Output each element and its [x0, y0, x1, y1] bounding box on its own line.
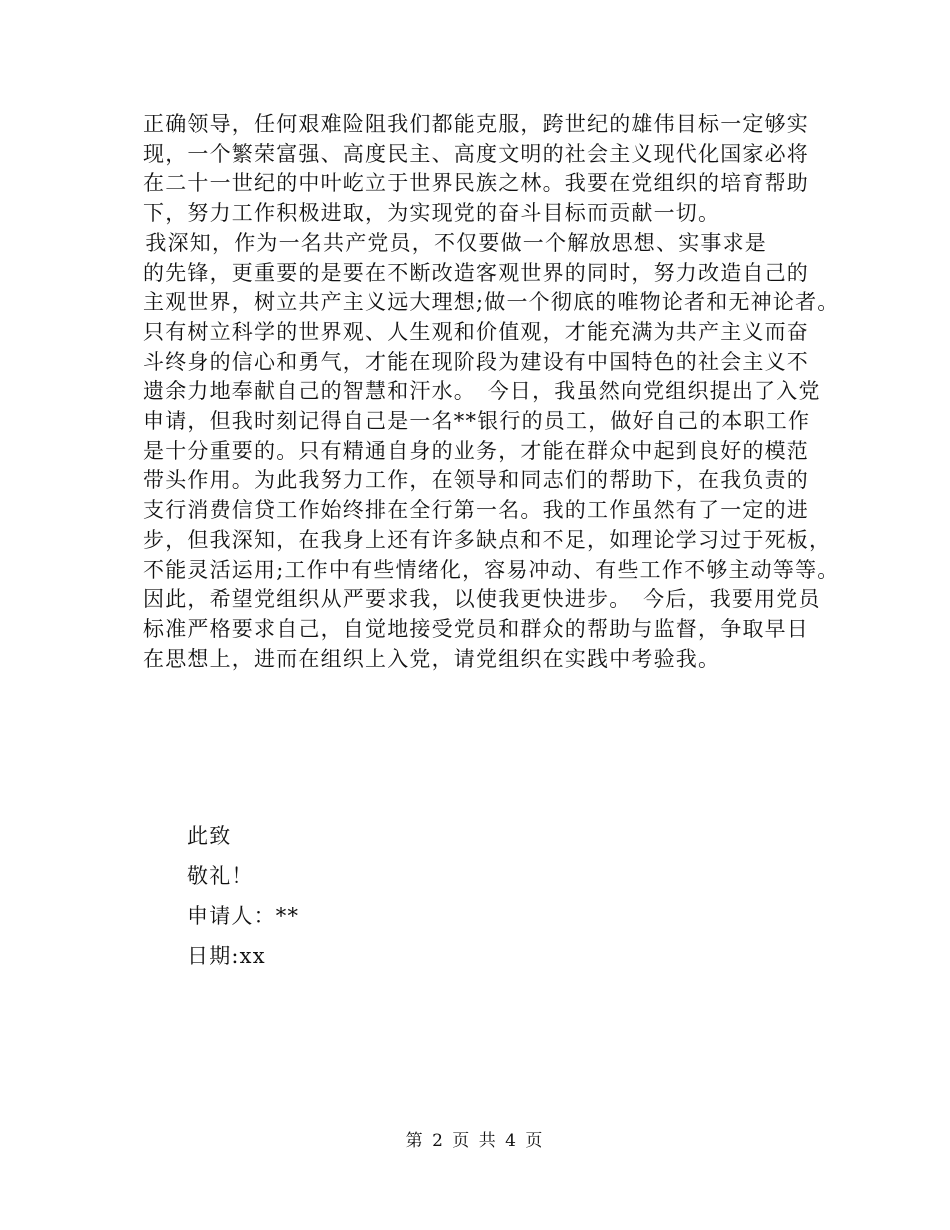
text-line: 是十分重要的。只有精通自身的业务，才能在群众中起到良好的模范 — [143, 438, 809, 463]
applicant-signature: 申请人：** — [187, 904, 300, 928]
text-line: 不能灵活运用;工作中有些情绪化，容易冲动、有些工作不够主动等等。 — [143, 557, 840, 582]
text-line: 的先锋，更重要的是要在不断改造客观世界的同时，努力改造自己的 — [143, 260, 809, 285]
paragraph-2 — [101, 229, 840, 675]
paragraph-1 — [143, 110, 823, 229]
text-line: 我深知，作为一名共产党员，不仅要做一个解放思想、实事求是 — [101, 230, 767, 255]
text-line: 支行消费信贷工作始终排在全行第一名。我的工作虽然有了一定的进 — [143, 498, 809, 523]
text-line: 步，但我深知，在我身上还有许多缺点和不足，如理论学习过于死板， — [143, 527, 832, 552]
text-line: 遗余力地奉献自己的智慧和汗水。 今日，我虽然向党组织提出了入党 — [143, 379, 821, 404]
text-line: 标准严格要求自己，自觉地接受党员和群众的帮助与监督，争取早日 — [143, 616, 809, 641]
text-line: 只有树立科学的世界观、人生观和价值观，才能充满为共产主义而奋 — [143, 319, 809, 344]
letter-closing — [187, 816, 299, 976]
text-line: 在二十一世纪的中叶屹立于世界民族之林。我要在党组织的培育帮助 — [143, 171, 809, 196]
text-line: 申请，但我时刻记得自己是一名**银行的员工，做好自己的本职工作 — [143, 409, 811, 434]
text-line: 主观世界，树立共产主义远大理想;做一个彻底的唯物论者和无神论者。 — [143, 290, 840, 315]
letter-body — [101, 110, 840, 674]
text-line: 在思想上，进而在组织上入党，请党组织在实践中考验我。 — [143, 646, 721, 671]
text-line: 斗终身的信心和勇气，才能在现阶段为建设有中国特色的社会主义不 — [143, 349, 809, 374]
respect-line: 敬礼！ — [187, 864, 254, 888]
date-line: 日期:xx — [187, 944, 266, 968]
text-line: 现，一个繁荣富强、高度民主、高度文明的社会主义现代化国家必将 — [143, 141, 809, 166]
page-number-footer: 第 2 页 共 4 页 — [405, 1131, 545, 1151]
text-line: 下，努力工作积极进取，为实现党的奋斗目标而贡献一切。 — [143, 201, 721, 226]
text-line: 带头作用。为此我努力工作，在领导和同志们的帮助下，在我负责的 — [143, 468, 809, 493]
text-line: 因此，希望党组织从严要求我，以使我更快进步。 今后，我要用党员 — [143, 587, 821, 612]
text-line: 正确领导，任何艰难险阻我们都能克服，跨世纪的雄伟目标一定够实 — [143, 112, 809, 136]
salutation: 此致 — [187, 824, 232, 848]
